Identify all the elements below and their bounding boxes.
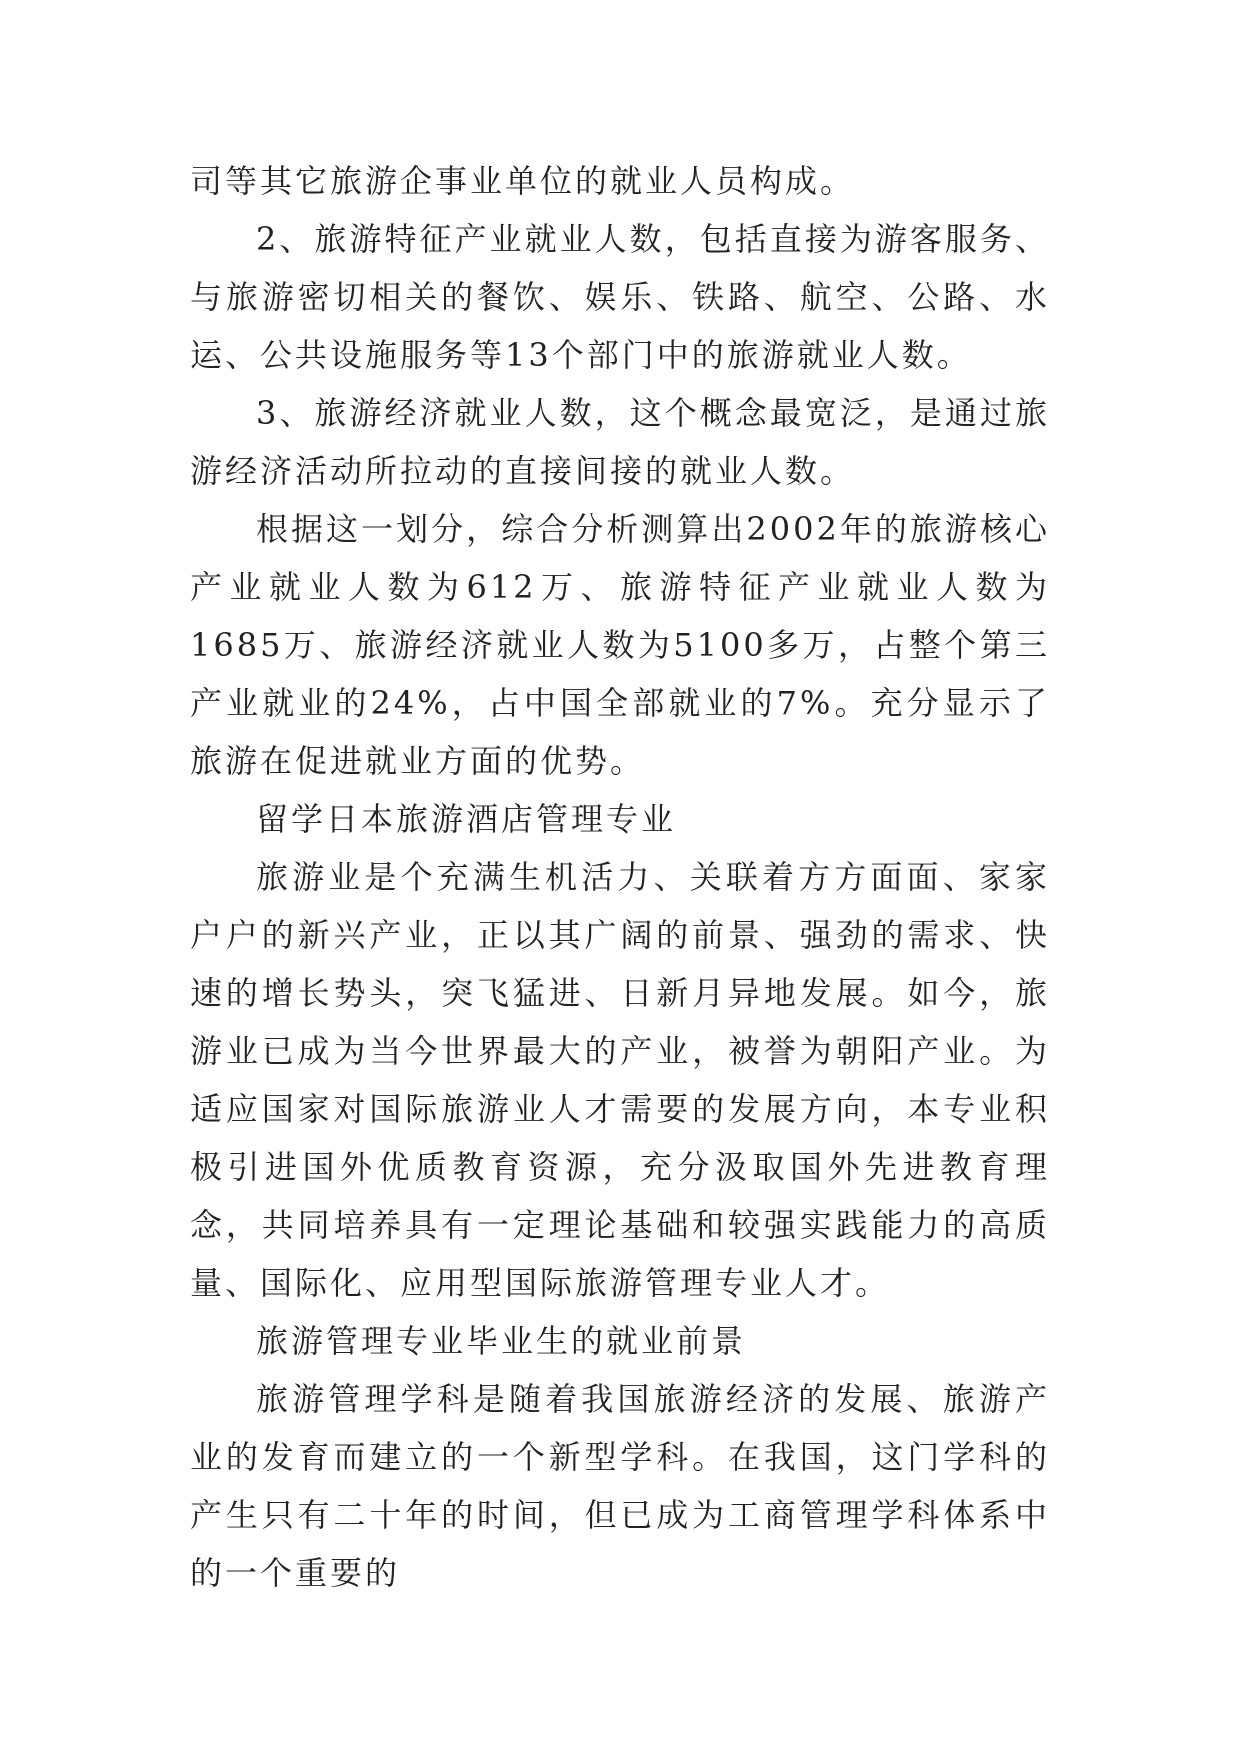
document-body	[190, 152, 1050, 1602]
section-heading-graduate-prospects: 旅游管理专业毕业生的就业前景	[256, 1322, 747, 1360]
paragraph-continuation: 司等其它旅游企事业单位的就业人员构成。	[190, 162, 856, 200]
paragraph-tourism-characteristic-employment: 2、旅游特征产业就业人数，包括直接为游客服务、与旅游密切相关的餐饮、娱乐、铁路、航空、公路、水运、公共设施服务等13个部门中的旅游就业人数。	[190, 220, 1050, 374]
paragraph-employment-statistics: 根据这一划分，综合分析测算出2002年的旅游核心产业就业人数为612万、旅游特征产业就业人数为1685万、旅游经济就业人数为5100多万，占整个第三产业就业的24%，占中国全部就业的7%。充分显示了旅游在促进就业方面的优势。	[190, 510, 1050, 780]
paragraph-tourism-management-discipline: 旅游管理学科是随着我国旅游经济的发展、旅游产业的发育而建立的一个新型学科。在我国，这门学科的产生只有二十年的时间，但已成为工商管理学科体系中的一个重要的	[190, 1380, 1050, 1592]
paragraph-tourism-economy-employment: 3、旅游经济就业人数，这个概念最宽泛，是通过旅游经济活动所拉动的直接间接的就业人数。	[190, 394, 1050, 490]
paragraph-tourism-industry: 旅游业是个充满生机活力、关联着方方面面、家家户户的新兴产业，正以其广阔的前景、强劲的需求、快速的增长势头，突飞猛进、日新月异地发展。如今，旅游业已成为当今世界最大的产业，被誉为朝阳产业。为适应国家对国际旅游业人才需要的发展方向，本专业积极引进国外优质教育资源，充分汲取国外先进教育理念，共同培养具有一定理论基础和较强实践能力的高质量、国际化、应用型国际旅游管理专业人才。	[190, 858, 1050, 1302]
section-heading-japan-study: 留学日本旅游酒店管理专业	[256, 800, 677, 838]
